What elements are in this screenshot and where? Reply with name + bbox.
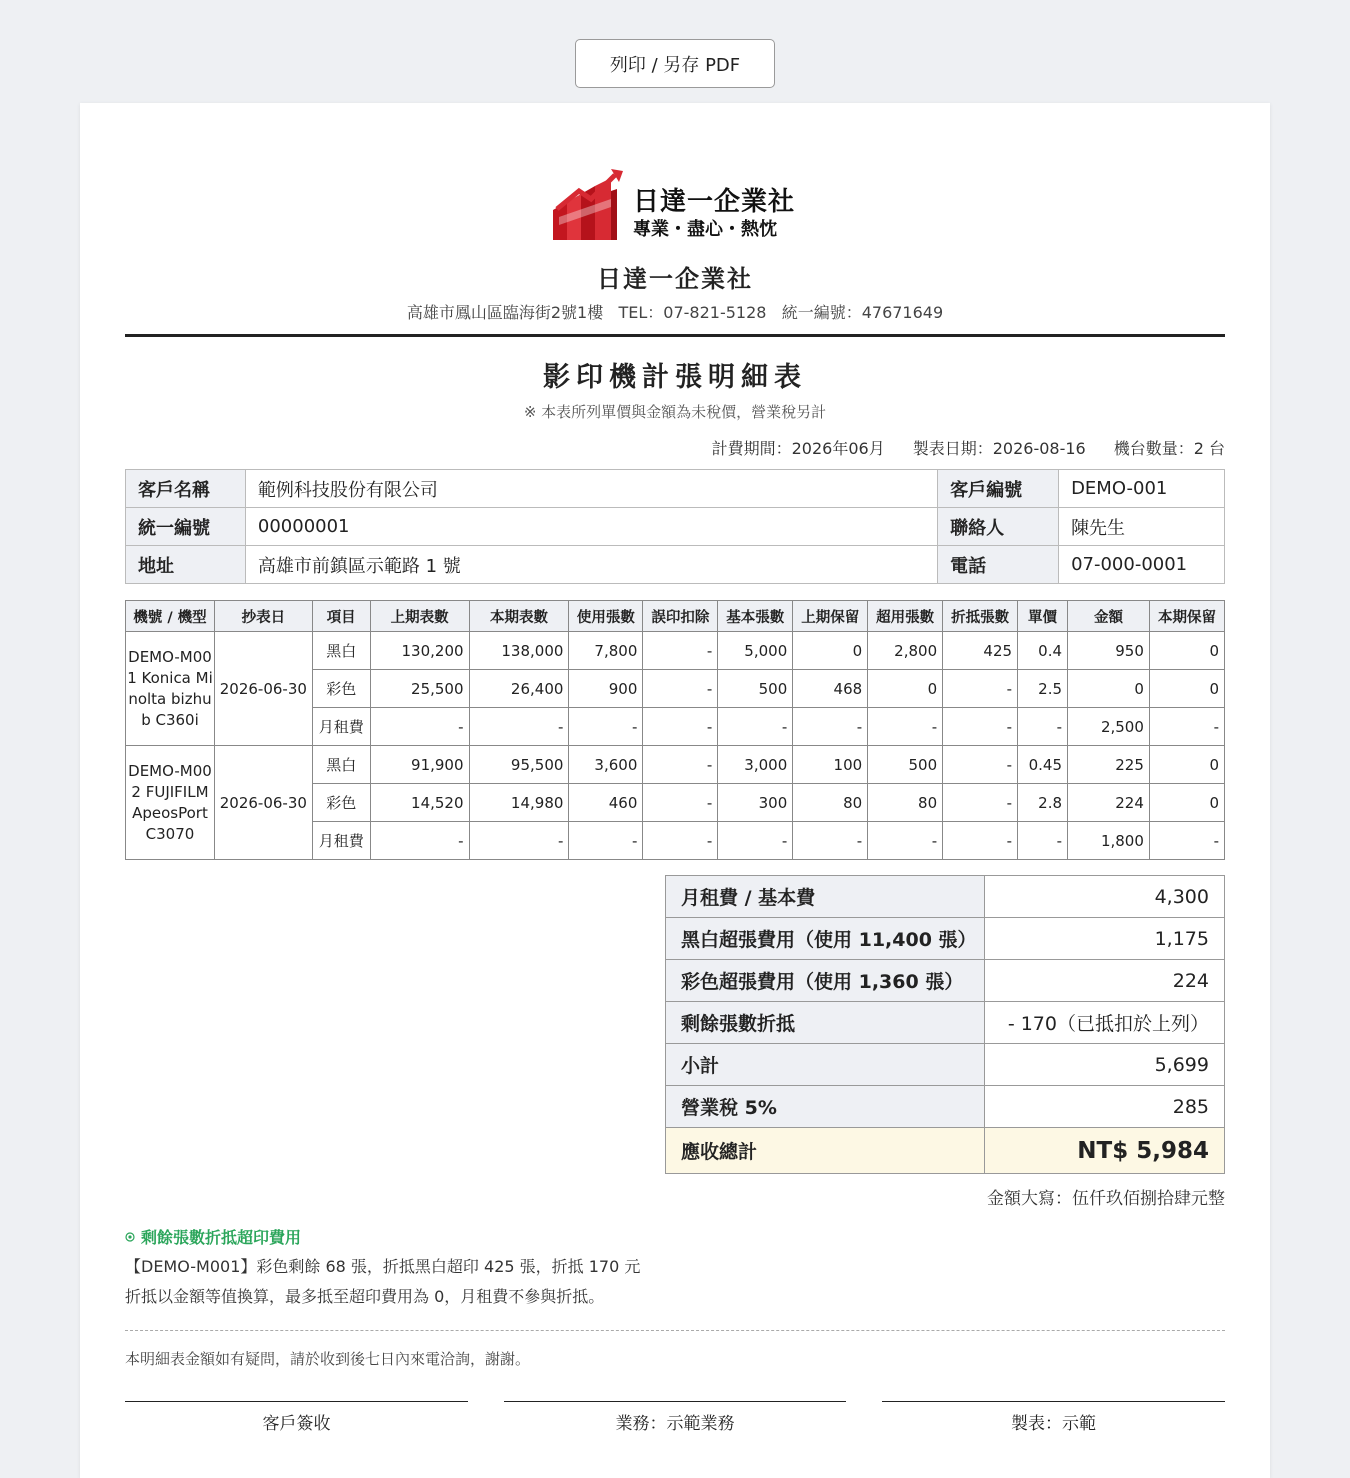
value-cell: 0 xyxy=(1068,670,1150,708)
value-cell: 1,800 xyxy=(1068,822,1150,860)
summary-value: 224 xyxy=(985,960,1225,1002)
customer-address: 高雄市前鎮區示範路 1 號 xyxy=(245,546,937,584)
value-cell: 2.5 xyxy=(1018,670,1068,708)
value-cell: - xyxy=(643,708,718,746)
value-cell: 950 xyxy=(1068,632,1150,670)
customer-info-table xyxy=(125,469,1225,584)
summary-value: 285 xyxy=(985,1086,1225,1128)
logo-company-name: 日達一企業社 xyxy=(633,187,796,217)
detail-header-cell: 折抵張數 xyxy=(943,601,1018,632)
item-cell: 彩色 xyxy=(312,670,370,708)
value-cell: - xyxy=(943,822,1018,860)
detail-header-cell: 使用張數 xyxy=(569,601,643,632)
total-label: 應收總計 xyxy=(666,1128,985,1174)
value-cell: 138,000 xyxy=(469,632,569,670)
item-cell: 月租費 xyxy=(312,708,370,746)
value-cell: 2.8 xyxy=(1018,784,1068,822)
value-cell: - xyxy=(370,708,469,746)
summary-value: 4,300 xyxy=(985,876,1225,918)
value-cell: 300 xyxy=(718,784,793,822)
value-cell: 225 xyxy=(1068,746,1150,784)
amount-in-words: 金額大寫：伍仟玖佰捌拾肆元整 xyxy=(987,1189,1225,1209)
offset-section-title xyxy=(125,1225,301,1248)
value-cell: - xyxy=(943,708,1018,746)
signature-customer: 客戶簽收 xyxy=(125,1401,468,1434)
value-cell: - xyxy=(569,708,643,746)
value-cell: - xyxy=(1149,708,1224,746)
value-cell: - xyxy=(718,708,793,746)
value-cell: - xyxy=(643,670,718,708)
detail-row xyxy=(126,746,1225,784)
customer-contact-label: 聯絡人 xyxy=(938,508,1059,546)
company-tel: TEL：07-821-5128 xyxy=(618,303,767,322)
total-value: NT$ 5,984 xyxy=(985,1128,1225,1174)
machine-count: 機台數量：2 台 xyxy=(1113,439,1225,458)
summary-table xyxy=(665,875,1225,1174)
summary-row xyxy=(666,1044,1225,1086)
detail-header-cell: 超用張數 xyxy=(868,601,943,632)
logo-slogan: 專業・盡心・熱忱 xyxy=(633,219,777,240)
detail-row xyxy=(126,632,1225,670)
summary-value: 5,699 xyxy=(985,1044,1225,1086)
customer-phone-label: 電話 xyxy=(938,546,1059,584)
header-divider xyxy=(125,334,1225,337)
summary-label: 剩餘張數折抵 xyxy=(666,1002,985,1044)
detail-header-cell: 基本張數 xyxy=(718,601,793,632)
value-cell: 468 xyxy=(793,670,868,708)
detail-header-cell: 機號 / 機型 xyxy=(126,601,215,632)
detail-header-cell: 上期保留 xyxy=(793,601,868,632)
target-bullet-icon xyxy=(125,1232,135,1242)
value-cell: 3,600 xyxy=(569,746,643,784)
value-cell: 2,800 xyxy=(868,632,943,670)
value-cell: - xyxy=(1018,708,1068,746)
device-cell: DEMO-M001 Konica Minolta bizhub C360i xyxy=(126,632,215,746)
value-cell: 0 xyxy=(1149,670,1224,708)
read-date-cell: 2026-06-30 xyxy=(214,746,312,860)
value-cell: - xyxy=(643,784,718,822)
value-cell: - xyxy=(793,822,868,860)
customer-phone: 07-000-0001 xyxy=(1059,546,1225,584)
item-cell: 月租費 xyxy=(312,822,370,860)
customer-name: 範例科技股份有限公司 xyxy=(245,470,937,508)
summary-value: - 170（已抵扣於上列） xyxy=(985,1002,1225,1044)
value-cell: - xyxy=(943,784,1018,822)
device-cell: DEMO-M002 FUJIFILM ApeosPort C3070 xyxy=(126,746,215,860)
detail-header-row xyxy=(126,601,1225,632)
detail-header-cell: 誤印扣除 xyxy=(643,601,718,632)
signature-sales: 業務：示範業務 xyxy=(504,1401,846,1434)
value-cell: - xyxy=(643,746,718,784)
value-cell: 460 xyxy=(569,784,643,822)
signature-maker: 製表：示範 xyxy=(882,1401,1225,1434)
footer-divider xyxy=(125,1330,1225,1331)
detail-header-cell: 上期表數 xyxy=(370,601,469,632)
detail-header-cell: 單價 xyxy=(1018,601,1068,632)
value-cell: - xyxy=(643,632,718,670)
customer-address-label: 地址 xyxy=(126,546,246,584)
item-cell: 黑白 xyxy=(312,632,370,670)
company-address: 高雄市鳳山區臨海街2號1樓 xyxy=(406,303,604,322)
value-cell: 224 xyxy=(1068,784,1150,822)
customer-id: DEMO-001 xyxy=(1059,470,1225,508)
customer-contact: 陳先生 xyxy=(1059,508,1225,546)
offset-rule: 折抵以金額等值換算，最多抵至超印費用為 0，月租費不參與折抵。 xyxy=(125,1287,605,1306)
value-cell: - xyxy=(1149,822,1224,860)
print-pdf-button[interactable]: 列印 / 另存 PDF xyxy=(575,39,775,88)
value-cell: 900 xyxy=(569,670,643,708)
summary-row xyxy=(666,960,1225,1002)
value-cell: 0 xyxy=(868,670,943,708)
offset-detail: 【DEMO-M001】彩色剩餘 68 張，折抵黑白超印 425 張，折抵 170 元 xyxy=(125,1257,641,1276)
tax-note: ※ 本表所列單價與金額為未稅價，營業稅另計 xyxy=(523,403,827,421)
value-cell: 0.4 xyxy=(1018,632,1068,670)
summary-label: 營業稅 5% xyxy=(666,1086,985,1128)
value-cell: 91,900 xyxy=(370,746,469,784)
customer-id-label: 客戶編號 xyxy=(938,470,1059,508)
value-cell: 0 xyxy=(1149,746,1224,784)
value-cell: 130,200 xyxy=(370,632,469,670)
value-cell: 0 xyxy=(793,632,868,670)
value-cell: 500 xyxy=(718,670,793,708)
summary-row xyxy=(666,1002,1225,1044)
value-cell: - xyxy=(718,822,793,860)
value-cell: 2,500 xyxy=(1068,708,1150,746)
detail-header-cell: 項目 xyxy=(312,601,370,632)
value-cell: - xyxy=(1018,822,1068,860)
value-cell: - xyxy=(370,822,469,860)
document-meta xyxy=(712,436,1225,459)
value-cell: - xyxy=(469,708,569,746)
value-cell: 100 xyxy=(793,746,868,784)
value-cell: - xyxy=(643,822,718,860)
summary-row xyxy=(666,876,1225,918)
summary-value: 1,175 xyxy=(985,918,1225,960)
item-cell: 黑白 xyxy=(312,746,370,784)
offset-title-text: 剩餘張數折抵超印費用 xyxy=(141,1228,302,1247)
value-cell: 26,400 xyxy=(469,670,569,708)
company-info xyxy=(80,300,1270,323)
value-cell: 0.45 xyxy=(1018,746,1068,784)
detail-header-cell: 本期保留 xyxy=(1149,601,1224,632)
customer-tax-id: 00000001 xyxy=(245,508,937,546)
value-cell: 500 xyxy=(868,746,943,784)
document-title: 影印機計張明細表 xyxy=(543,362,807,393)
value-cell: 425 xyxy=(943,632,1018,670)
summary-label: 彩色超張費用（使用 1,360 張） xyxy=(666,960,985,1002)
value-cell: - xyxy=(943,670,1018,708)
summary-label: 小計 xyxy=(666,1044,985,1086)
value-cell: - xyxy=(469,822,569,860)
footer-note: 本明細表金額如有疑問，請於收到後七日內來電洽詢，謝謝。 xyxy=(125,1350,531,1368)
summary-row xyxy=(666,918,1225,960)
summary-total-row xyxy=(666,1128,1225,1174)
billing-period: 計費期間：2026年06月 xyxy=(711,439,885,458)
value-cell: 0 xyxy=(1149,632,1224,670)
value-cell: 95,500 xyxy=(469,746,569,784)
item-cell: 彩色 xyxy=(312,784,370,822)
value-cell: 5,000 xyxy=(718,632,793,670)
detail-header-cell: 抄表日 xyxy=(214,601,312,632)
logo-graphic-icon xyxy=(553,165,633,245)
value-cell: 0 xyxy=(1149,784,1224,822)
value-cell: - xyxy=(943,746,1018,784)
value-cell: - xyxy=(868,708,943,746)
customer-name-label: 客戶名稱 xyxy=(126,470,246,508)
read-date-cell: 2026-06-30 xyxy=(214,632,312,746)
summary-label: 黑白超張費用（使用 11,400 張） xyxy=(666,918,985,960)
value-cell: 3,000 xyxy=(718,746,793,784)
detail-header-cell: 本期表數 xyxy=(469,601,569,632)
value-cell: 80 xyxy=(868,784,943,822)
value-cell: - xyxy=(793,708,868,746)
value-cell: 14,980 xyxy=(469,784,569,822)
value-cell: 7,800 xyxy=(569,632,643,670)
company-name: 日達一企業社 xyxy=(597,265,753,293)
issue-date: 製表日期：2026-08-16 xyxy=(912,439,1086,458)
value-cell: 25,500 xyxy=(370,670,469,708)
meter-detail-table xyxy=(125,600,1225,860)
company-logo xyxy=(553,165,803,245)
summary-label: 月租費 / 基本費 xyxy=(666,876,985,918)
company-tax-id: 統一編號：47671649 xyxy=(781,303,944,322)
value-cell: 80 xyxy=(793,784,868,822)
value-cell: - xyxy=(868,822,943,860)
detail-header-cell: 金額 xyxy=(1068,601,1150,632)
customer-tax-label: 統一編號 xyxy=(126,508,246,546)
summary-row xyxy=(666,1086,1225,1128)
value-cell: - xyxy=(569,822,643,860)
value-cell: 14,520 xyxy=(370,784,469,822)
statement-paper xyxy=(80,103,1270,1478)
